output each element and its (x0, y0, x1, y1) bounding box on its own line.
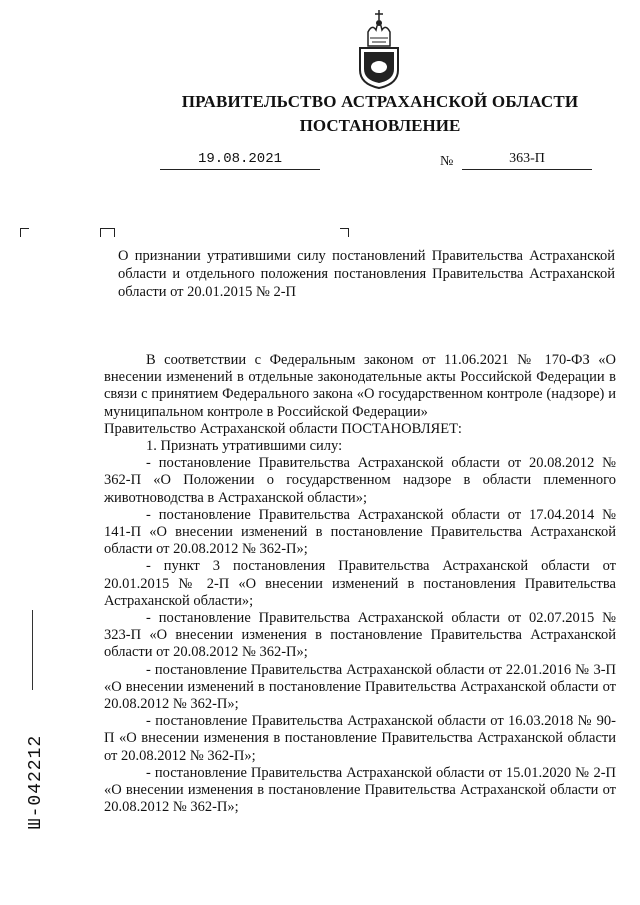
coat-of-arms-icon (354, 6, 404, 90)
doc-number-label: № (440, 154, 454, 169)
paragraph: В соответствии с Федеральным законом от 11.06.2021 № 170-ФЗ «О внесении изменений в отдельные законодательные акты Российской Федерации в связи с принятием Федерального закона «О государственном контроле (надзоре) и муниципальном контроле в Российской Федерации» (104, 352, 616, 420)
paragraph: Правительство Астраханской области ПОСТАНОВЛЯЕТ: (104, 420, 462, 437)
corner-mark (106, 228, 115, 237)
side-margin-line (32, 610, 33, 690)
doc-date: 19.08.2021 (160, 151, 320, 170)
corner-mark (340, 228, 349, 237)
list-item: - пункт 3 постановления Правительства Астраханской области от 20.01.2015 № 2-П «О внесении изменений в постановления Правительства Астраханской области»; (104, 558, 616, 609)
doc-number: 363-П (462, 151, 592, 170)
paragraph: 1. Признать утратившими силу: (146, 438, 343, 455)
doc-type-title: ПОСТАНОВЛЕНИЕ (299, 116, 461, 135)
side-serial-code: Ш-042212 (26, 734, 46, 830)
list-item: - постановление Правительства Астраханской области от 02.07.2015 № 323-П «О внесении изменения в постановление Правительства Астраханской области от 20.08.2012 № 362-П»; (104, 610, 616, 661)
list-item: - постановление Правительства Астраханской области от 22.01.2016 № 3-П «О внесении изменений в постановление Правительства Астраханской области от 20.08.2012 № 362-П»; (104, 661, 616, 713)
list-item: - постановление Правительства Астраханской области от 20.08.2012 № 362-П «О Положении о государственном надзоре в области племенного животноводства в Астраханской области»; (104, 455, 616, 506)
list-item: - постановление Правительства Астраханской области от 15.01.2020 № 2-П «О внесении изменения в постановление Правительства Астраханской области от 20.08.2012 № 362-П»; (104, 764, 616, 816)
org-title: ПРАВИТЕЛЬСТВО АСТРАХАНСКОЙ ОБЛАСТИ (181, 92, 579, 111)
list-item: - постановление Правительства Астраханской области от 16.03.2018 № 90-П «О внесении изменения в постановление Правительства Астраханской области от 20.08.2012 № 362-П»; (104, 713, 616, 764)
list-item: - постановление Правительства Астраханской области от 17.04.2014 № 141-П «О внесении изменений в постановление Правительства Астраханской области от 20.08.2012 № 362-П»; (104, 506, 616, 558)
doc-subject: О признании утратившими силу постановлений Правительства Астраханской области и отдельного положения постановления Правительства Астраханской области от 20.01.2015 № 2-П (118, 248, 615, 300)
doc-body (104, 352, 616, 816)
corner-mark (20, 228, 29, 237)
